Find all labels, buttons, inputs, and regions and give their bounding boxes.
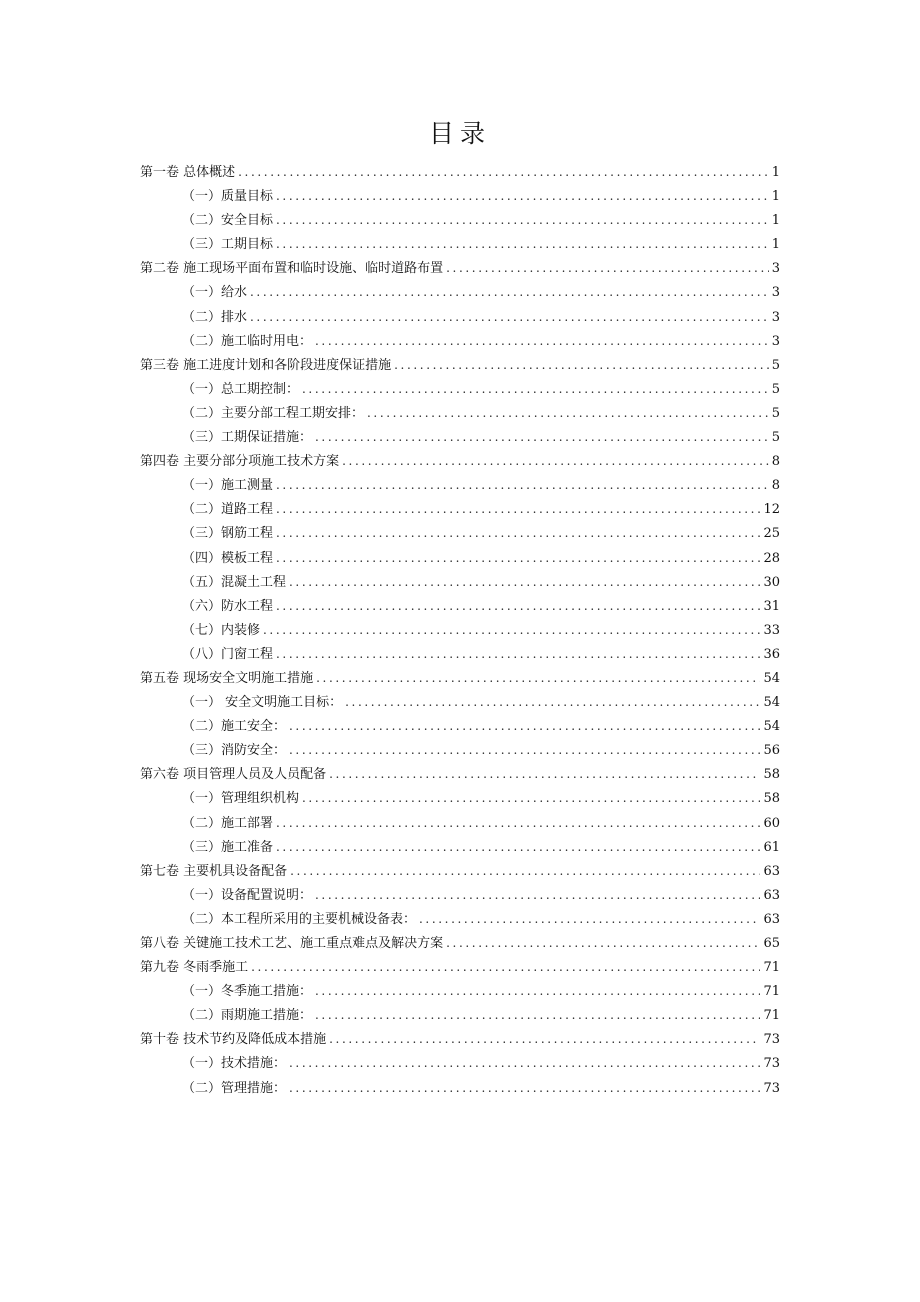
toc-section-entry[interactable] [140, 979, 780, 1003]
toc-page-number: 71 [763, 960, 780, 976]
toc-volume-entry[interactable] [140, 859, 780, 883]
toc-dot-leader [276, 184, 769, 208]
toc-entry-label: （四）模板工程 [182, 550, 274, 566]
toc-dot-leader [250, 280, 769, 304]
toc-entry-label: （三）钢筋工程 [182, 526, 274, 542]
toc-entry-label: （六）防水工程 [182, 598, 274, 614]
toc-dot-leader [315, 979, 760, 1003]
toc-entry-label: （一）技术措施： [182, 1056, 287, 1072]
toc-section-entry[interactable] [140, 473, 780, 497]
toc-page-number: 3 [771, 261, 780, 277]
toc-entry-label: （二）排水 [182, 309, 248, 325]
toc-page-number: 61 [763, 839, 780, 855]
toc-dot-leader [251, 955, 760, 979]
toc-entry-label: （二）安全目标 [182, 213, 274, 229]
toc-volume-entry[interactable] [140, 449, 780, 473]
toc-dot-leader [289, 714, 760, 738]
toc-section-entry[interactable] [140, 329, 780, 353]
toc-dot-leader [276, 208, 769, 232]
toc-entry-label: 第七卷 主要机具设备配备 [140, 863, 288, 879]
toc-section-entry[interactable] [140, 594, 780, 618]
toc-page-number: 58 [763, 767, 780, 783]
toc-dot-leader [345, 690, 760, 714]
toc-dot-leader [263, 618, 760, 642]
toc-page-number: 12 [763, 502, 780, 518]
toc-entry-label: （二）主要分部工程工期安排： [182, 405, 365, 421]
toc-entry-label: （二）施工部署 [182, 815, 274, 831]
toc-page-number: 1 [771, 189, 780, 205]
toc-page-number: 5 [771, 381, 780, 397]
toc-volume-entry[interactable] [140, 1027, 780, 1051]
toc-page-number: 71 [763, 1008, 780, 1024]
toc-dot-leader [289, 1051, 760, 1075]
toc-dot-leader [289, 570, 760, 594]
toc-page-number: 73 [763, 1032, 780, 1048]
toc-page-number: 63 [763, 911, 780, 927]
toc-entry-label: （二）管理措施： [182, 1080, 287, 1096]
toc-section-entry[interactable] [140, 425, 780, 449]
toc-page-number: 73 [763, 1056, 780, 1072]
toc-section-entry[interactable] [140, 714, 780, 738]
toc-section-entry[interactable] [140, 642, 780, 666]
toc-entry-label: 第四卷 主要分部分项施工技术方案 [140, 454, 340, 470]
toc-entry-label: （一）施工测量 [182, 478, 274, 494]
toc-dot-leader [446, 256, 769, 280]
toc-page-number: 73 [763, 1080, 780, 1096]
toc-entry-label: （三）工期目标 [182, 237, 274, 253]
toc-page-number: 54 [763, 719, 780, 735]
table-of-contents [140, 160, 780, 1100]
toc-section-entry[interactable] [140, 690, 780, 714]
toc-section-entry[interactable] [140, 184, 780, 208]
toc-page-number: 65 [763, 936, 780, 951]
toc-page-number: 63 [763, 887, 780, 903]
toc-page-number: 25 [763, 526, 780, 542]
toc-volume-entry[interactable] [140, 931, 780, 955]
toc-page-number: 54 [763, 695, 780, 711]
toc-entry-label: 第二卷 施工现场平面布置和临时设施、临时道路布置 [140, 261, 444, 277]
toc-section-entry[interactable] [140, 738, 780, 762]
toc-page-number: 63 [763, 863, 780, 879]
toc-section-entry[interactable] [140, 811, 780, 835]
toc-volume-entry[interactable] [140, 955, 780, 979]
toc-dot-leader [329, 1027, 760, 1051]
toc-dot-leader [315, 1003, 760, 1027]
toc-page-number: 1 [771, 213, 780, 229]
toc-dot-leader [315, 883, 760, 907]
toc-entry-label: （一）冬季施工措施： [182, 984, 313, 1000]
toc-entry-label: （二）施工临时用电： [182, 333, 313, 349]
toc-volume-entry[interactable] [140, 666, 780, 690]
toc-section-entry[interactable] [140, 883, 780, 907]
toc-entry-label: 第八卷 关键施工技术工艺、施工重点难点及解决方案 [140, 936, 444, 951]
toc-page-number: 58 [763, 791, 780, 807]
toc-entry-label: （一） 安全文明施工目标： [182, 695, 343, 711]
toc-dot-leader [276, 546, 760, 570]
toc-volume-entry[interactable] [140, 256, 780, 280]
toc-dot-leader [394, 353, 769, 377]
toc-page-number: 5 [771, 405, 780, 421]
toc-page-number: 3 [771, 285, 780, 301]
toc-volume-entry[interactable] [140, 353, 780, 377]
toc-section-entry[interactable] [140, 377, 780, 401]
toc-dot-leader [315, 329, 769, 353]
toc-section-entry[interactable] [140, 570, 780, 594]
toc-dot-leader [419, 907, 760, 931]
toc-dot-leader [276, 835, 760, 859]
toc-entry-label: 第六卷 项目管理人员及人员配备 [140, 767, 327, 783]
toc-section-entry[interactable] [140, 907, 780, 931]
toc-page-number: 3 [771, 333, 780, 349]
toc-page-number: 36 [763, 646, 780, 662]
page-title: 目录 [428, 119, 491, 148]
toc-entry-label: （一）给水 [182, 285, 248, 301]
toc-dot-leader [316, 666, 760, 690]
toc-entry-label: 第三卷 施工进度计划和各阶段进度保证措施 [140, 357, 392, 373]
toc-entry-label: 第九卷 冬雨季施工 [140, 960, 249, 976]
toc-section-entry[interactable] [140, 232, 780, 256]
toc-section-entry[interactable] [140, 786, 780, 810]
toc-dot-leader [289, 738, 760, 762]
toc-entry-label: 第五卷 现场安全文明施工措施 [140, 670, 314, 686]
toc-entry-label: （一）设备配置说明： [182, 887, 313, 903]
toc-page-number: 28 [763, 550, 780, 566]
toc-page-number: 1 [771, 165, 780, 180]
toc-entry-label: （三）工期保证措施： [182, 430, 313, 446]
toc-dot-leader [290, 859, 760, 883]
toc-dot-leader [250, 305, 769, 329]
toc-dot-leader [367, 401, 769, 425]
toc-section-entry[interactable] [140, 1076, 780, 1100]
toc-dot-leader [276, 811, 760, 835]
toc-section-entry[interactable] [140, 835, 780, 859]
toc-section-entry[interactable] [140, 305, 780, 329]
toc-entry-label: （一）总工期控制： [182, 381, 300, 397]
toc-dot-leader [276, 497, 760, 521]
toc-page-number: 5 [771, 430, 780, 446]
toc-section-entry[interactable] [140, 280, 780, 304]
toc-volume-entry[interactable] [140, 762, 780, 786]
toc-page-number: 56 [763, 743, 780, 759]
toc-page-number: 30 [763, 574, 780, 590]
toc-section-entry[interactable] [140, 1003, 780, 1027]
toc-dot-leader [329, 762, 760, 786]
toc-entry-label: （二）雨期施工措施： [182, 1008, 313, 1024]
toc-dot-leader [342, 449, 769, 473]
toc-dot-leader [289, 1076, 760, 1100]
toc-section-entry[interactable] [140, 546, 780, 570]
toc-section-entry[interactable] [140, 208, 780, 232]
toc-dot-leader [276, 642, 760, 666]
toc-page-number: 33 [763, 622, 780, 638]
toc-page-number: 71 [763, 984, 780, 1000]
toc-entry-label: （二）本工程所采用的主要机械设备表： [182, 911, 417, 927]
toc-volume-entry[interactable] [140, 160, 780, 184]
toc-section-entry[interactable] [140, 401, 780, 425]
toc-entry-label: （八）门窗工程 [182, 646, 274, 662]
toc-page-number: 5 [771, 357, 780, 373]
toc-dot-leader [276, 594, 760, 618]
toc-section-entry[interactable] [140, 618, 780, 642]
toc-entry-label: 第一卷 总体概述 [140, 165, 236, 180]
toc-page-number: 8 [771, 454, 780, 470]
toc-section-entry[interactable] [140, 1051, 780, 1075]
toc-dot-leader [276, 521, 760, 545]
toc-dot-leader [302, 377, 769, 401]
toc-page-number: 3 [771, 309, 780, 325]
toc-page-number: 31 [763, 598, 780, 614]
toc-page-number: 60 [763, 815, 780, 831]
toc-entry-label: （二）施工安全： [182, 719, 287, 735]
toc-entry-label: （一）质量目标 [182, 189, 274, 205]
toc-dot-leader [276, 232, 769, 256]
toc-dot-leader [276, 473, 769, 497]
toc-page-number: 54 [763, 670, 780, 686]
toc-dot-leader [238, 160, 769, 184]
toc-section-entry[interactable] [140, 497, 780, 521]
toc-entry-label: （一）管理组织机构 [182, 791, 300, 807]
toc-entry-label: （三）施工准备 [182, 839, 274, 855]
toc-dot-leader [302, 786, 760, 810]
toc-entry-label: （五）混凝土工程 [182, 574, 287, 590]
toc-entry-label: （二）道路工程 [182, 502, 274, 518]
toc-entry-label: （三）消防安全： [182, 743, 287, 759]
toc-entry-label: 第十卷 技术节约及降低成本措施 [140, 1032, 327, 1048]
toc-page-number: 8 [771, 478, 780, 494]
toc-page-number: 1 [771, 237, 780, 253]
toc-section-entry[interactable] [140, 521, 780, 545]
toc-entry-label: （七）内装修 [182, 622, 261, 638]
toc-dot-leader [315, 425, 769, 449]
toc-dot-leader [446, 931, 760, 955]
